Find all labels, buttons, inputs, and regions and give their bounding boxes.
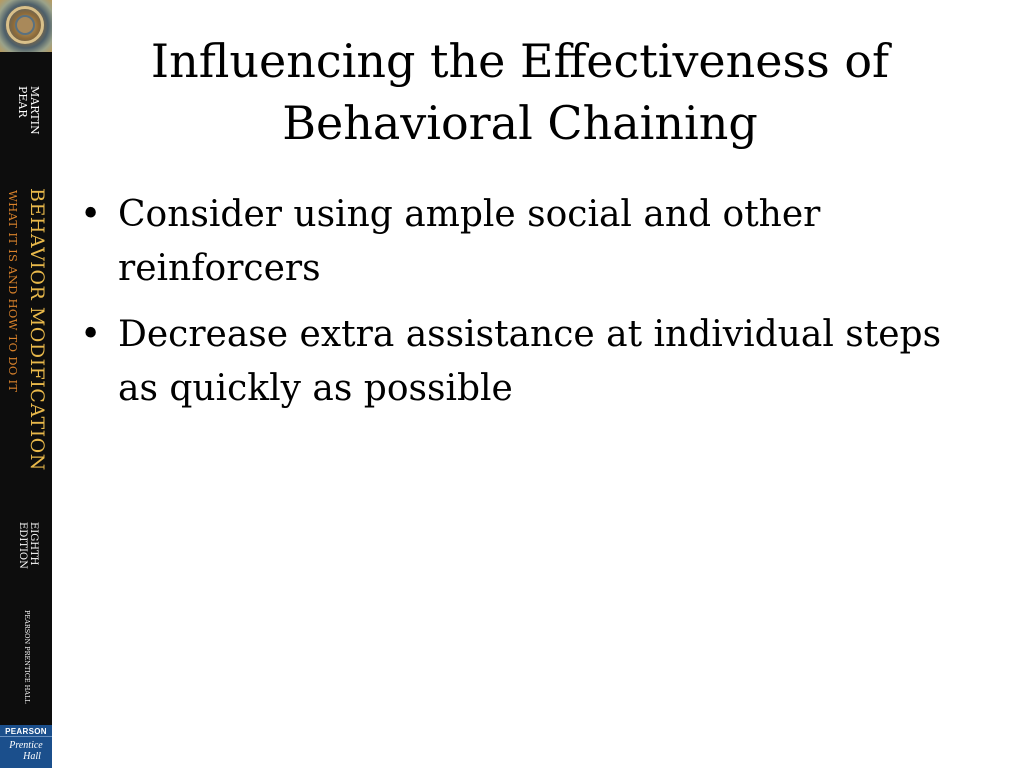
spine-author-1: MARTIN bbox=[28, 86, 41, 135]
spine-edition bbox=[17, 522, 38, 569]
bullet-item bbox=[80, 308, 980, 416]
slide-title: Influencing the Effectiveness of Behavioral Chaining bbox=[150, 34, 890, 150]
bullet-item bbox=[80, 188, 980, 296]
bullet-list bbox=[80, 188, 980, 428]
cover-art-inner-ring bbox=[15, 15, 35, 35]
logo-line-2: Hall bbox=[23, 751, 41, 762]
spine-publisher: PEARSON PRENTICE HALL bbox=[23, 610, 31, 704]
spine-edition-line-2: EDITION bbox=[17, 522, 29, 569]
bullet-text: Consider using ample social and other reinforcers bbox=[118, 194, 821, 289]
book-cover-art-image bbox=[0, 0, 52, 52]
logo-line-1: Prentice bbox=[9, 740, 43, 751]
spine-edition-line-1: EIGHTH bbox=[28, 522, 39, 566]
bullet-marker: • bbox=[80, 314, 102, 355]
spine-author-2: PEAR bbox=[16, 86, 30, 118]
logo-brand: PEARSON bbox=[0, 725, 52, 737]
spine-book-subtitle: WHAT IT IS AND HOW TO DO IT bbox=[6, 190, 20, 393]
spine-authors bbox=[17, 86, 40, 135]
book-spine-sidebar bbox=[0, 0, 52, 768]
pearson-prentice-hall-logo bbox=[0, 725, 52, 768]
spine-book-title: BEHAVIOR MODIFICATION bbox=[26, 188, 48, 471]
bullet-text: Decrease extra assistance at individual steps as quickly as possible bbox=[118, 314, 942, 409]
bullet-marker: • bbox=[80, 194, 102, 235]
